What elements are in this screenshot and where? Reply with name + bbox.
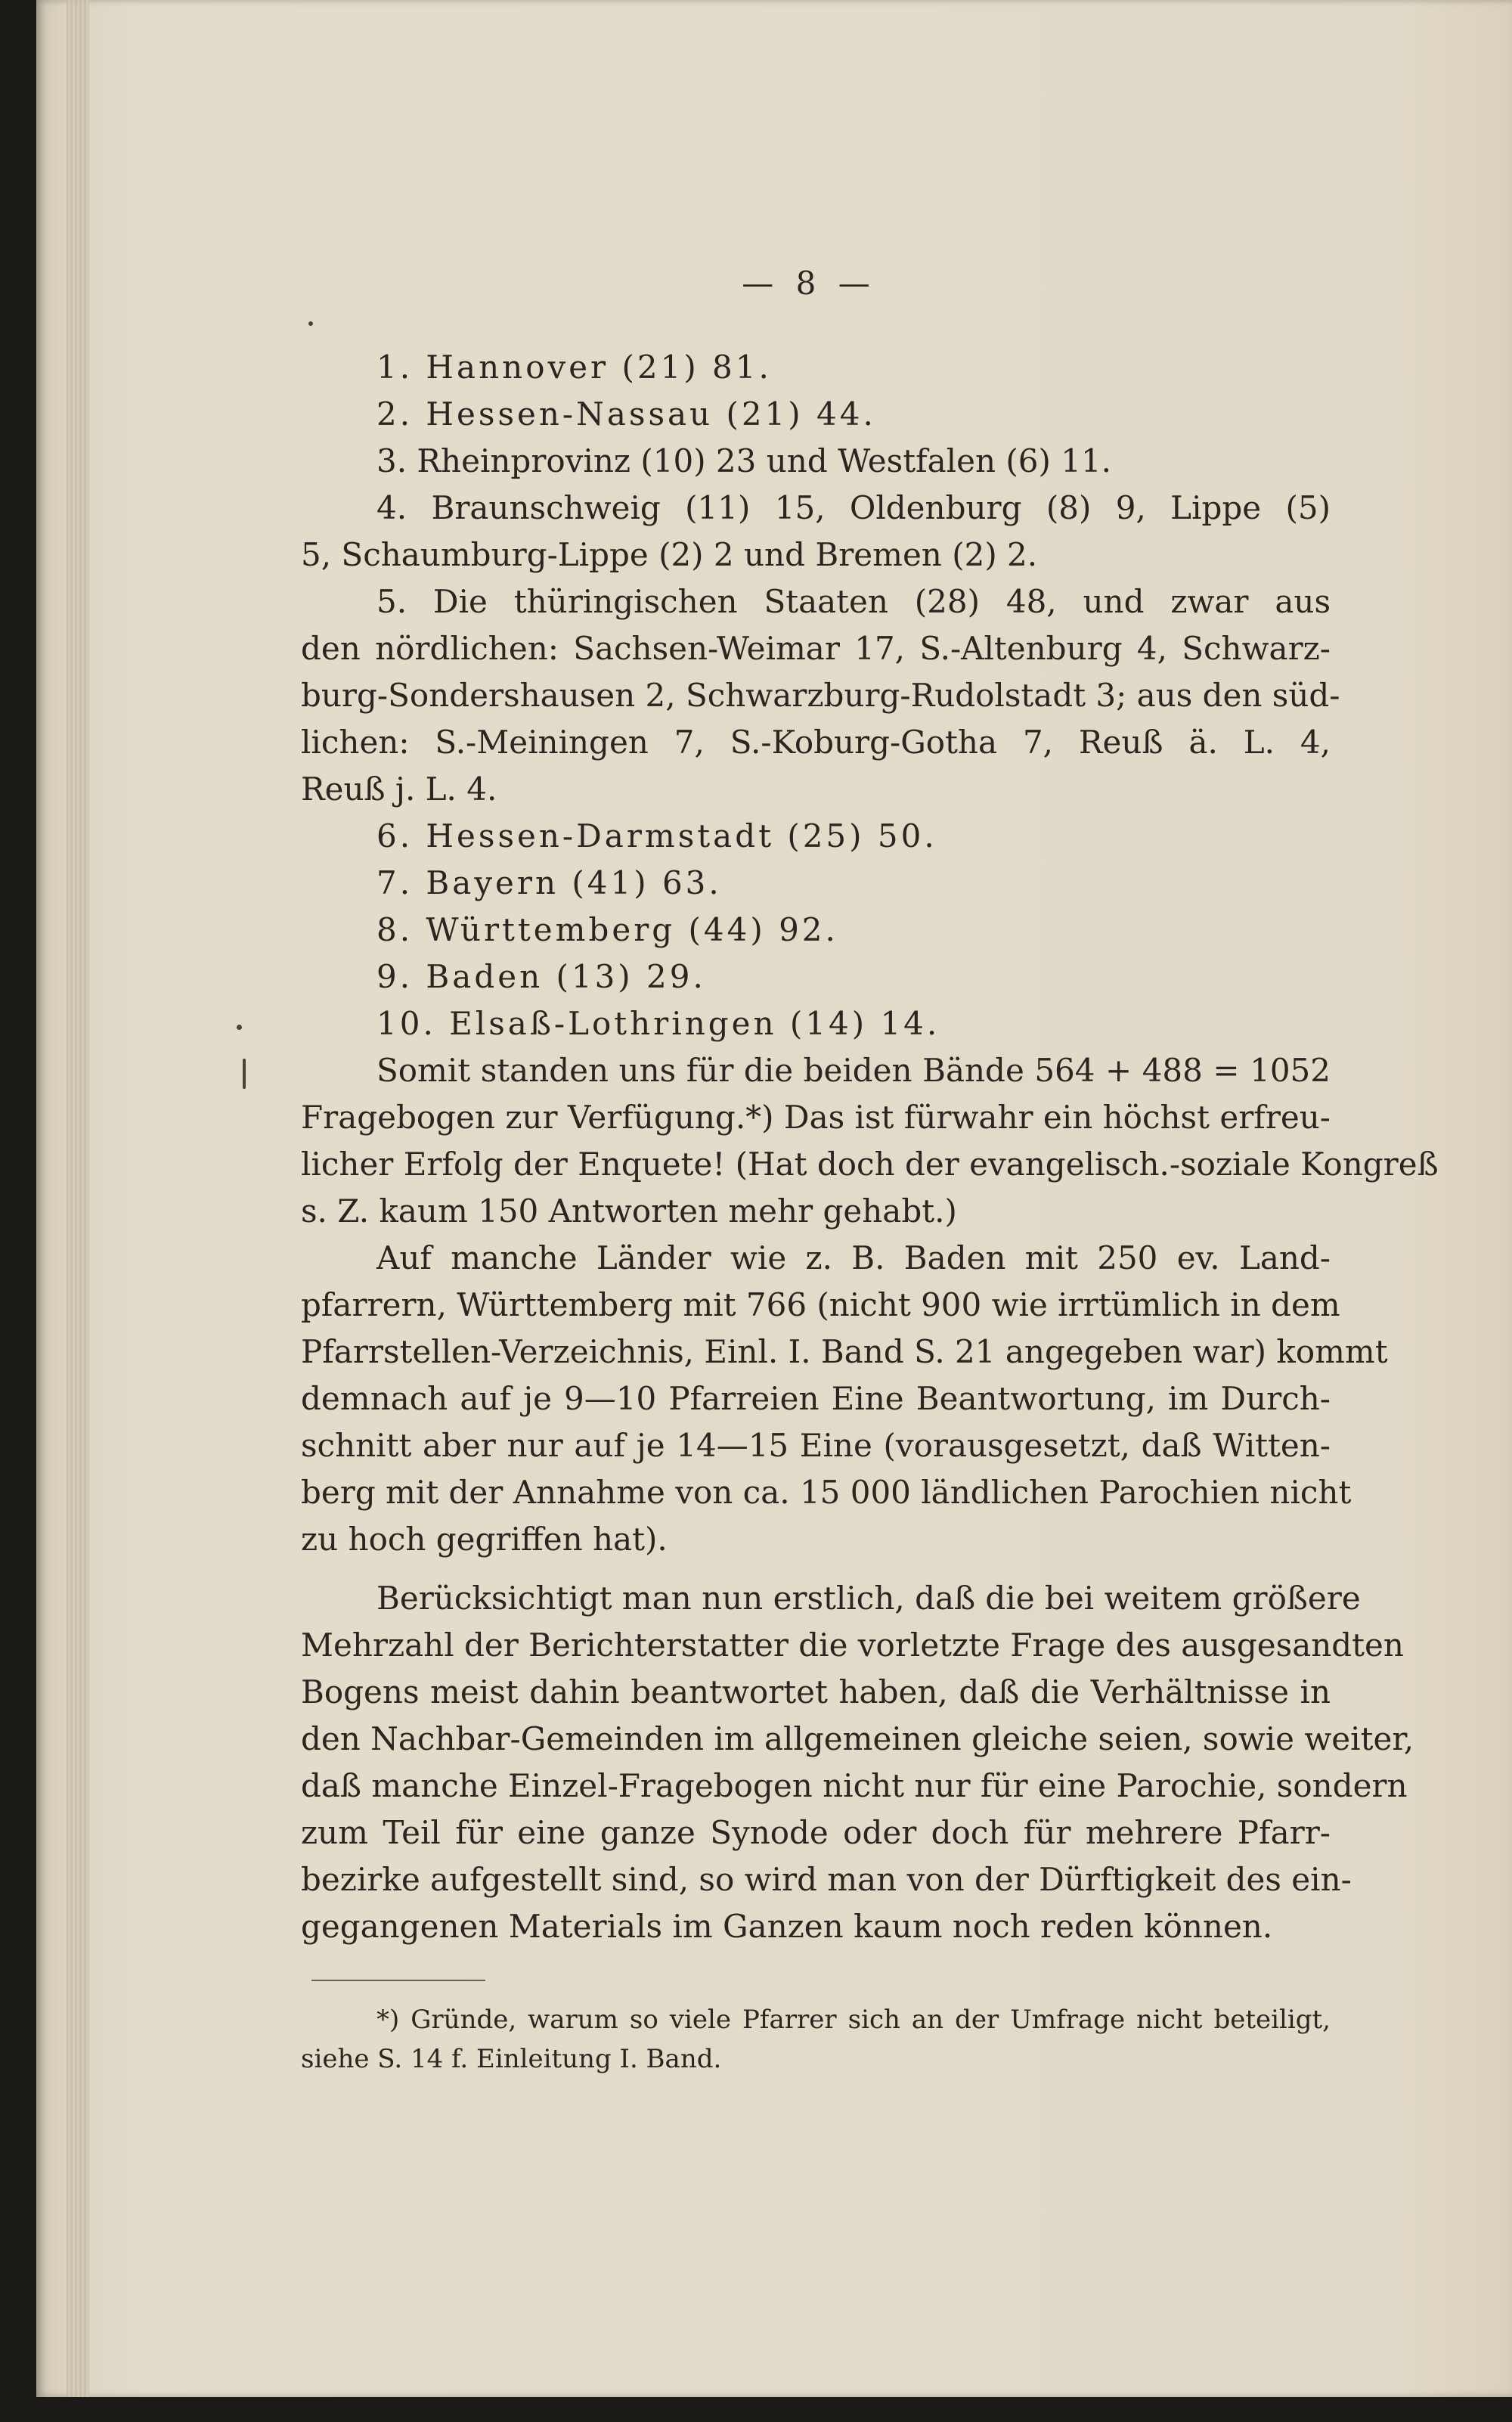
- paragraph-line: zu hoch gegriffen hat).: [301, 1521, 668, 1558]
- paragraph-line: den Nachbar-Gemeinden im allgemeinen gleiche seien, sowie weiter,: [301, 1720, 1414, 1757]
- footnote-divider: [311, 1980, 485, 1981]
- paragraph-line: licher Erfolg der Enquete! (Hat doch der evangelisch.-soziale Kongreß: [301, 1146, 1439, 1183]
- list-item: 4. Braunschweig (11) 15, Oldenburg (8) 9, Lippe (5): [376, 489, 1331, 526]
- list-item: lichen: S.-Meiningen 7, S.-Koburg-Gotha 7, Reuß ä. L. 4,: [301, 724, 1331, 761]
- paragraph-line: daß manche Einzel-Fragebogen nicht nur für eine Parochie, sondern: [301, 1767, 1408, 1804]
- paragraph-line: Auf manche Länder wie z. B. Baden mit 250 ev. Land-: [376, 1239, 1331, 1276]
- list-item: 10. Elsaß-Lothringen (14) 14.: [376, 1005, 940, 1042]
- list-item: 9. Baden (13) 29.: [376, 958, 706, 995]
- list-item: 1. Hannover (21) 81.: [376, 349, 772, 386]
- paragraph-line: Somit standen uns für die beiden Bände 564 + 488 = 1052: [376, 1052, 1331, 1089]
- paragraph-line: berg mit der Annahme von ca. 15 000 ländlichen Parochien nicht: [301, 1474, 1352, 1511]
- list-item: 8. Württemberg (44) 92.: [376, 911, 838, 948]
- list-item: 5, Schaumburg-Lippe (2) 2 und Bremen (2) 2.: [301, 536, 1038, 573]
- paragraph-line: gegangenen Materials im Ganzen kaum noch reden können.: [301, 1908, 1273, 1945]
- list-item: 6. Hessen-Darmstadt (25) 50.: [376, 817, 937, 854]
- ink-speck: [308, 321, 313, 326]
- footnote-line: *) Gründe, warum so viele Pfarrer sich an der Umfrage nicht beteiligt,: [376, 2005, 1331, 2035]
- paragraph-line: Mehrzahl der Berichterstatter die vorletzte Frage des ausgesandten: [301, 1627, 1404, 1664]
- page-number: — 8 —: [742, 265, 876, 302]
- ink-speck: [237, 1025, 242, 1030]
- footnote-line: siehe S. 14 f. Einleitung I. Band.: [301, 2044, 722, 2074]
- list-item: den nördlichen: Sachsen-Weimar 17, S.-Altenburg 4, Schwarz-: [301, 630, 1331, 667]
- paragraph-line: bezirke aufgestellt sind, so wird man von der Dürftigkeit des ein-: [301, 1861, 1352, 1898]
- list-item: burg-Sondershausen 2, Schwarzburg-Rudolstadt 3; aus den süd-: [301, 677, 1340, 714]
- paragraph-line: zum Teil für eine ganze Synode oder doch für mehrere Pfarr-: [301, 1814, 1331, 1851]
- paragraph-line: Bogens meist dahin beantwortet haben, daß die Verhältnisse in: [301, 1673, 1331, 1710]
- page-edge: [67, 0, 89, 2397]
- list-item: 7. Bayern (41) 63.: [376, 864, 722, 901]
- paragraph-line: s. Z. kaum 150 Antworten mehr gehabt.): [301, 1192, 957, 1230]
- paragraph-line: demnach auf je 9—10 Pfarreien Eine Beantwortung, im Durch-: [301, 1380, 1331, 1417]
- list-item: 3. Rheinprovinz (10) 23 und Westfalen (6) 11.: [376, 442, 1112, 479]
- paragraph-line: Berücksichtigt man nun erstlich, daß die bei weitem größere: [376, 1580, 1361, 1617]
- list-item: 5. Die thüringischen Staaten (28) 48, und zwar aus: [376, 583, 1331, 620]
- paragraph-line: Pfarrstellen-Verzeichnis, Einl. I. Band S. 21 angegeben war) kommt: [301, 1333, 1388, 1370]
- list-item: 2. Hessen-Nassau (21) 44.: [376, 395, 876, 433]
- ink-mark: [243, 1059, 246, 1089]
- paragraph-line: pfarrern, Württemberg mit 766 (nicht 900 wie irrtümlich in dem: [301, 1286, 1340, 1323]
- paragraph-line: Fragebogen zur Verfügung.*) Das ist fürwahr ein höchst erfreu-: [301, 1099, 1331, 1136]
- paragraph-line: schnitt aber nur auf je 14—15 Eine (vorausgesetzt, daß Witten-: [301, 1427, 1331, 1464]
- list-item: Reuß j. L. 4.: [301, 771, 497, 808]
